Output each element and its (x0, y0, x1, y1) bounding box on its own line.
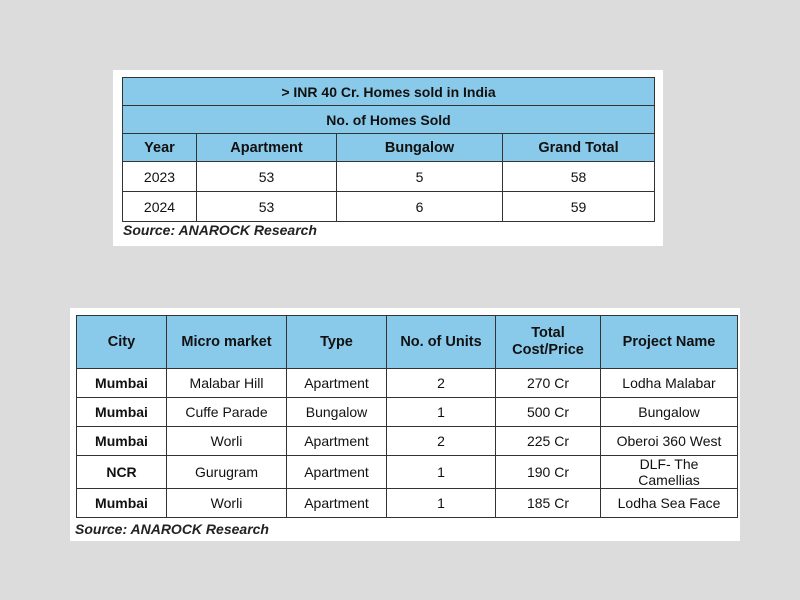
table-cell: Bungalow (287, 398, 387, 427)
table-cell: Lodha Sea Face (601, 489, 738, 518)
table-cell: 2024 (123, 192, 197, 222)
luxury-deals-card (70, 308, 740, 541)
table-cell: 270 Cr (496, 369, 601, 398)
column-header-apartment: Apartment (197, 134, 337, 162)
column-header-city: City (77, 316, 167, 369)
table-cell: 2023 (123, 162, 197, 192)
table-cell: Cuffe Parade (167, 398, 287, 427)
table-cell: Worli (167, 489, 287, 518)
table-cell-city: Mumbai (77, 427, 167, 456)
table-cell: 2 (387, 427, 496, 456)
column-header-grand-total: Grand Total (503, 134, 655, 162)
table-cell: 190 Cr (496, 456, 601, 489)
table-cell-city: NCR (77, 456, 167, 489)
table-row (77, 398, 738, 427)
table-subtitle: No. of Homes Sold (123, 106, 655, 134)
table-row (77, 456, 738, 489)
table-cell: Apartment (287, 456, 387, 489)
table-cell: 58 (503, 162, 655, 192)
source-caption: Source: ANAROCK Research (123, 222, 317, 238)
table-cell: 53 (197, 192, 337, 222)
column-header-cost: Total Cost/Price (496, 316, 601, 369)
table-cell-city: Mumbai (77, 398, 167, 427)
table-cell-city: Mumbai (77, 369, 167, 398)
table-cell: Lodha Malabar (601, 369, 738, 398)
table-cell-city: Mumbai (77, 489, 167, 518)
table-cell: Gurugram (167, 456, 287, 489)
luxury-deals-table (76, 315, 738, 518)
table-cell: Apartment (287, 369, 387, 398)
table-row (77, 489, 738, 518)
header-row (123, 134, 655, 162)
column-header-year: Year (123, 134, 197, 162)
table-cell: 1 (387, 398, 496, 427)
table-cell: 6 (337, 192, 503, 222)
source-caption: Source: ANAROCK Research (75, 521, 269, 537)
column-header-bungalow: Bungalow (337, 134, 503, 162)
column-header-micro-market: Micro market (167, 316, 287, 369)
table-cell: 5 (337, 162, 503, 192)
table-cell: 53 (197, 162, 337, 192)
column-header-project: Project Name (601, 316, 738, 369)
homes-sold-table (122, 77, 655, 222)
table-row (77, 427, 738, 456)
table-row (123, 192, 655, 222)
header-row (77, 316, 738, 369)
table-row (77, 369, 738, 398)
table-title: > INR 40 Cr. Homes sold in India (123, 78, 655, 106)
table-row (123, 162, 655, 192)
table-cell: 1 (387, 456, 496, 489)
table-cell: 1 (387, 489, 496, 518)
table-cell: 225 Cr (496, 427, 601, 456)
table-cell: Apartment (287, 427, 387, 456)
table-cell: Malabar Hill (167, 369, 287, 398)
table-cell: Worli (167, 427, 287, 456)
table-cell: 59 (503, 192, 655, 222)
table-cell: 2 (387, 369, 496, 398)
table-cell: DLF- The Camellias (601, 456, 738, 489)
table-cell: Apartment (287, 489, 387, 518)
table-cell: Bungalow (601, 398, 738, 427)
table-cell: Oberoi 360 West (601, 427, 738, 456)
homes-sold-card (113, 70, 663, 246)
table-cell: 500 Cr (496, 398, 601, 427)
table-cell: 185 Cr (496, 489, 601, 518)
column-header-type: Type (287, 316, 387, 369)
column-header-units: No. of Units (387, 316, 496, 369)
